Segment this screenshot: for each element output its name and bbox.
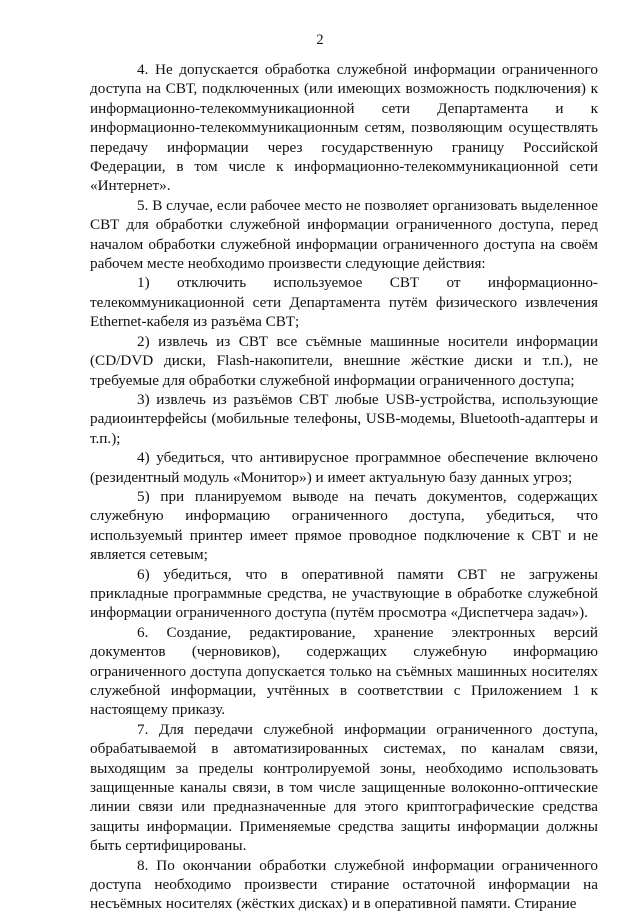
subitem-2: 2) извлечь из СВТ все съёмные машинные носители информации (CD/DVD диски, Flash-накопители, внешние жёсткие диски и т.п.), не требуемые для обработки служебной информации ограниченного доступа; bbox=[90, 332, 598, 389]
page-number: 2 bbox=[316, 32, 324, 48]
paragraph-item-6: 6. Создание, редактирование, хранение электронных версий документов (черновиков), содержащих служебную информацию ограниченного доступа допускается только на съёмных машинных носителях служебной информации, учтённых в соответствии с Приложением 1 к настоящему приказу. bbox=[90, 623, 598, 719]
subitem-5: 5) при планируемом выводе на печать документов, содержащих служебную информацию ограниченного доступа, убедиться, что используемый принтер имеет прямое проводное подключение к СВТ и не является сетевым; bbox=[90, 487, 598, 564]
subitem-3: 3) извлечь из разъёмов СВТ любые USB-устройства, использующие радиоинтерфейсы (мобильные телефоны, USB-модемы, Bluetooth-адаптеры и т.п.); bbox=[90, 390, 598, 447]
document-body bbox=[90, 60, 598, 914]
subitem-4: 4) убедиться, что антивирусное программное обеспечение включено (резидентный модуль «Монитор») и имеет актуальную базу данных угроз; bbox=[90, 449, 598, 486]
subitem-1: 1) отключить используемое СВТ от информационно-телекоммуникационной сети Департамента путём физического извлечения Ethernet-кабеля из разъёма СВТ; bbox=[90, 274, 598, 331]
paragraph-item-8: 8. По окончании обработки служебной информации ограниченного доступа необходимо произвести стирание остаточной информации на несъёмных носителях (жёстких дисках) и в оперативной памяти. Стирание bbox=[90, 856, 598, 913]
paragraph-item-5: 5. В случае, если рабочее место не позволяет организовать выделенное СВТ для обработки служебной информации ограниченного доступа, перед началом обработки служебной информации ограниченного доступа на своём рабочем месте необходимо произвести следующие действия: bbox=[90, 196, 598, 273]
paragraph-item-7: 7. Для передачи служебной информации ограниченного доступа, обрабатываемой в автоматизированных системах, по каналам связи, выходящим за пределы контролируемой зоны, необходимо использовать защищенные каналы связи, в том числе защищенные волоконно-оптические линии связи или предназначенные для этого криптографические средства защиты информации. Применяемые средства защиты информации должны быть сертифицированы. bbox=[90, 720, 598, 855]
subitem-6: 6) убедиться, что в оперативной памяти СВТ не загружены прикладные программные средства, не участвующие в обработке служебной информации ограниченного доступа (путём просмотра «Диспетчера задач»). bbox=[90, 565, 598, 622]
paragraph-item-4: 4. Не допускается обработка служебной информации ограниченного доступа на СВТ, подключенных (или имеющих возможность подключения) к информационно-телекоммуникационной сети Департамента и к информационно-телекоммуникационным сетям, позволяющим осуществлять передачу информации через государственную границу Российской Федерации, в том числе к информационно-телекоммуникационной сети «Интернет». bbox=[90, 61, 598, 195]
